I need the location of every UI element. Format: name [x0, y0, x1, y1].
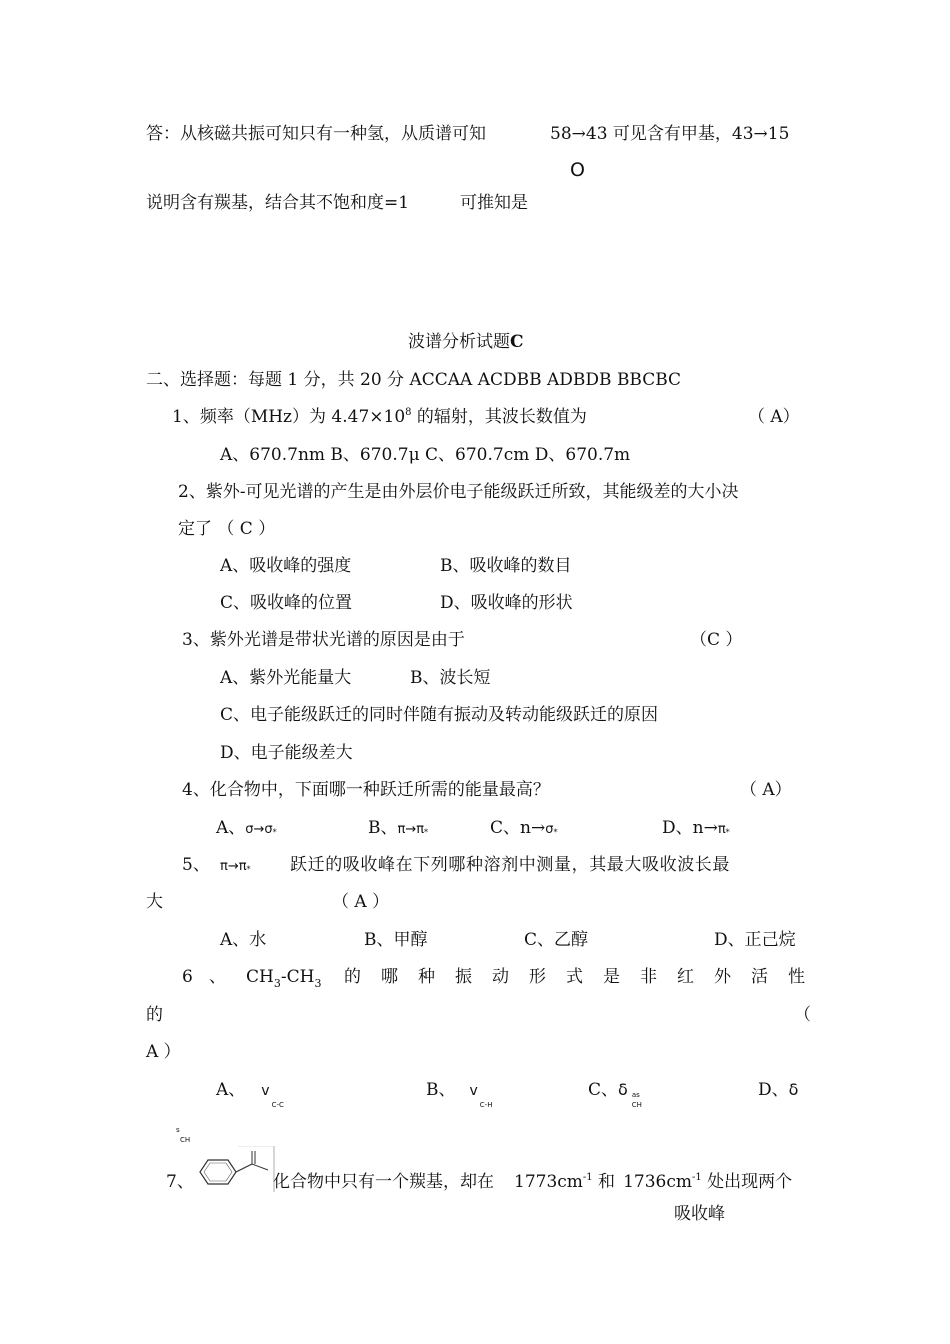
q6-option-c-label: C、	[588, 1080, 619, 1100]
q6-option-b-label: B、	[426, 1080, 456, 1100]
q6-option-d	[758, 1080, 798, 1100]
q7-stem-line2: 吸收峰	[674, 1204, 725, 1224]
q4-option-a-text: σ→σ	[245, 822, 273, 837]
carbonyl-o-symbol: O	[570, 159, 585, 181]
q2-option-a: A、吸收峰的强度	[220, 556, 352, 576]
q6-ethane-ch: CH	[286, 967, 315, 987]
q1-stem	[172, 407, 587, 430]
q6-char: 是	[603, 967, 620, 987]
q2-option-c: C、吸收峰的位置	[220, 593, 353, 613]
q5-option-d: D、正己烷	[714, 930, 796, 950]
part2-header: 二、选择题：每题 1 分，共 20 分 ACCAA ACDBB ADBDB BBCBC	[146, 370, 682, 390]
q6-char: 的	[344, 967, 361, 987]
q6-ethane-sub: 3	[273, 977, 281, 990]
section-title	[408, 332, 524, 352]
q1-stem-exp: 8	[405, 407, 412, 418]
q4-option-c	[490, 818, 557, 841]
q5-option-c: C、乙醇	[524, 930, 589, 950]
q4-option-a	[216, 818, 277, 841]
q6-char: 形	[529, 967, 546, 987]
q7-stem	[273, 1172, 792, 1195]
q4-option-b-star: *	[424, 828, 429, 837]
q6-char: 振	[455, 967, 472, 987]
q7-stem-a: 化合物中只有一个羰基，却在	[273, 1172, 494, 1192]
q6-line3-answer: A ）	[146, 1042, 181, 1062]
q6-open-paren: （	[794, 1005, 811, 1025]
q6-option-c-symbol: δ	[618, 1080, 628, 1099]
q6-char: 种	[418, 967, 435, 987]
answer-line2-tail: 可推知是	[460, 193, 528, 213]
q6-char: 6	[182, 967, 193, 987]
acetophenone-structure-image	[194, 1146, 276, 1192]
q6-option-c	[588, 1080, 646, 1109]
q6-option-b-symbol: v	[469, 1083, 478, 1099]
q5-pi-transition	[220, 855, 251, 878]
q7-exp-1: -1	[582, 1172, 593, 1183]
q6-char: 、	[209, 967, 226, 987]
q5-pi-star: *	[246, 865, 251, 874]
q5-answer: （ A ）	[332, 892, 390, 912]
q6-option-a-symbol: v	[261, 1083, 270, 1099]
answer-line1-text: 答：从核磁共振可知只有一种氢，从质谱可知	[146, 124, 486, 144]
q3-option-c: C、电子能级跃迁的同时伴随有振动及转动能级跃迁的原因	[220, 705, 659, 725]
q1-stem-b: 的辐射，其波长数值为	[411, 407, 587, 427]
q6-line2: 的	[146, 1005, 163, 1025]
q5-num: 5、	[182, 855, 210, 875]
q3-answer: （C ）	[690, 630, 743, 650]
q4-answer: （ A）	[740, 780, 792, 800]
q1-stem-a: 1、频率（MHz）为 4.47×10	[172, 407, 406, 427]
q5-option-b: B、甲醇	[364, 930, 428, 950]
q5-option-a: A、水	[220, 930, 267, 950]
q6-option-d-symbol: δ	[788, 1080, 799, 1099]
q6-option-b-sub: C-H	[479, 1101, 493, 1109]
q7-exp-2: -1	[691, 1172, 702, 1183]
q1-options: A、670.7nm B、670.7μ C、670.7cm D、670.7m	[220, 445, 631, 465]
q2-stem-line2: 定了 （ C ）	[178, 519, 276, 539]
q6-char: 性	[788, 967, 805, 987]
q7-num: 7、	[166, 1172, 194, 1192]
q4-option-c-star: *	[553, 828, 558, 837]
answer-line2-text: 说明含有羰基，结合其不饱和度=1	[146, 193, 410, 213]
q6-char: 非	[640, 967, 657, 987]
q4-stem: 4、化合物中，下面哪一种跃迁所需的能量最高？	[182, 780, 550, 800]
q6-ethane-ch: CH	[246, 967, 274, 987]
q6-option-d-sub1: s	[176, 1126, 180, 1134]
q3-option-d: D、电子能级差大	[220, 743, 353, 763]
q6-char: 哪	[381, 967, 398, 987]
q6-ethane-sub: 3	[314, 977, 322, 990]
q7-stem-b: 处出现两个	[701, 1172, 793, 1192]
section-title-letter: C	[510, 332, 524, 352]
q3-stem: 3、紫外光谱是带状光谱的原因是由于	[182, 630, 465, 650]
q6-option-c-sub2: CH	[631, 1101, 642, 1109]
q1-answer: （ A）	[748, 407, 800, 427]
q5-stem-rest: 跃迁的吸收峰在下列哪种溶剂中测量，其最大吸收波长最	[290, 855, 730, 875]
q4-option-c-text: σ	[545, 822, 554, 837]
q6-option-a-sub: C-C	[271, 1101, 284, 1109]
q4-option-b-label: B、	[368, 818, 398, 838]
q3-option-a: A、紫外光能量大	[220, 668, 352, 688]
q4-option-b	[368, 818, 428, 841]
q5-pi-text: π→π	[220, 859, 247, 874]
q3-option-b: B、波长短	[410, 668, 491, 688]
q7-wavenumber-2: 1736cm	[623, 1172, 692, 1192]
q4-option-c-label: C、n→	[490, 818, 546, 838]
q6-char: 外	[714, 967, 731, 987]
q2-option-b: B、吸收峰的数目	[440, 556, 572, 576]
section-title-prefix: 波谱分析试题	[408, 332, 510, 352]
answer-line1-mass-text: 58→43 可见含有甲基，43→15	[550, 124, 790, 144]
q6-option-c-sub1: as	[631, 1091, 640, 1099]
q6-char: 式	[566, 967, 583, 987]
q4-option-a-label: A、	[216, 818, 246, 838]
q6-ethane-dash: -	[280, 967, 287, 987]
q2-option-d: D、吸收峰的形状	[440, 593, 573, 613]
q5-stem-line2: 大	[146, 892, 163, 912]
q4-option-d-star: *	[725, 828, 730, 837]
q6-option-a-label: A、	[216, 1080, 246, 1100]
q2-stem-line1: 2、紫外-可见光谱的产生是由外层价电子能级跃迁所致，其能级差的大小决	[178, 482, 739, 502]
q4-option-d-label: D、n→	[662, 818, 718, 838]
q4-option-d-text: π	[717, 822, 726, 837]
q7-wavenumber-1: 1773cm	[514, 1172, 583, 1192]
q6-char: 动	[492, 967, 509, 987]
q4-option-b-text: π→π	[397, 822, 425, 837]
q6-option-d-sub2: CH	[180, 1136, 191, 1144]
benzene-ring-icon	[194, 1146, 276, 1192]
q4-option-a-star: *	[272, 828, 277, 837]
q6-option-a	[216, 1080, 284, 1109]
q6-char: 红	[677, 967, 694, 987]
q4-option-d	[662, 818, 730, 841]
q6-option-d-label: D、	[758, 1080, 789, 1100]
q6-ethane	[246, 967, 321, 989]
q7-and: 和	[592, 1172, 616, 1192]
q6-option-b	[426, 1080, 493, 1109]
q6-char: 活	[751, 967, 768, 987]
